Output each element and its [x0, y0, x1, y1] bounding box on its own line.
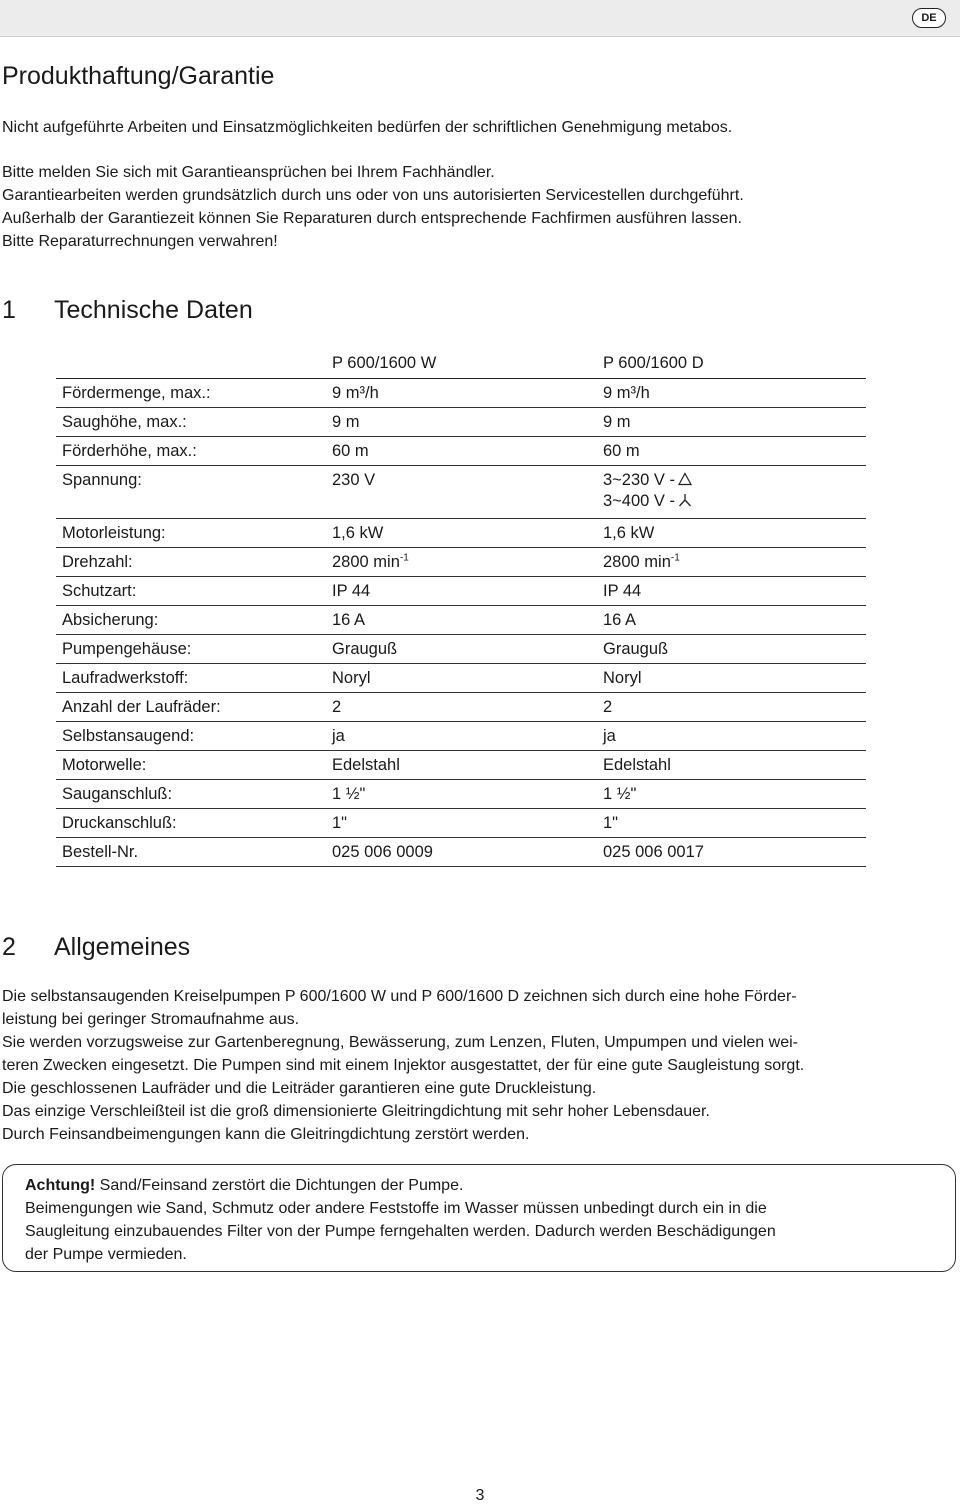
table-row [56, 379, 866, 408]
header-bar [0, 0, 960, 37]
row-label: Pumpengehäuse: [56, 635, 326, 664]
table-row [56, 693, 866, 722]
general-line: Die geschlossenen Laufräder und die Leiträder garantieren eine gute Druckleistung. [2, 1080, 597, 1097]
row-label: Bestell-Nr. [56, 838, 326, 867]
value-d: 1" [597, 809, 866, 838]
star-connection-icon [678, 493, 692, 507]
value-w: ja [326, 722, 597, 751]
value-w: 9 m [326, 408, 597, 437]
value-d: Grauguß [597, 635, 866, 664]
row-label: Motorwelle: [56, 751, 326, 780]
warranty-line: Bitte Reparaturrechnungen verwahren! [2, 233, 278, 250]
value-d: IP 44 [597, 577, 866, 606]
row-label: Saughöhe, max.: [56, 408, 326, 437]
warranty-title: Produkthaftung/Garantie [2, 62, 275, 90]
table-row [56, 838, 866, 867]
section-title: Technische Daten [54, 296, 253, 324]
table-row [56, 664, 866, 693]
value-d: 9 m [597, 408, 866, 437]
row-label: Drehzahl: [56, 548, 326, 577]
row-label: Laufradwerkstoff: [56, 664, 326, 693]
warranty-line: Bitte melden Sie sich mit Garantieansprüchen bei Ihrem Fachhändler. [2, 164, 495, 181]
warning-text [25, 1174, 935, 1266]
value-w: 60 m [326, 437, 597, 466]
value-w: 025 006 0009 [326, 838, 597, 867]
technical-data-table [56, 348, 866, 867]
table-row [56, 408, 866, 437]
value-d: 1 ½" [597, 780, 866, 809]
speed-w: 2800 min [332, 553, 400, 571]
general-line: teren Zwecken eingesetzt. Die Pumpen sind mit einem Injektor ausgestattet, der für eine gute Saugleistung sorgt. [2, 1057, 805, 1074]
general-line: Das einzige Verschleißteil ist die groß dimensionierte Gleitringdichtung mit sehr hoher Lebensdauer. [2, 1103, 710, 1120]
table-row [56, 437, 866, 466]
speed-d: 2800 min [603, 553, 671, 571]
value-w: 2 [326, 693, 597, 722]
value-w: Edelstahl [326, 751, 597, 780]
section-number: 2 [2, 933, 16, 961]
page-number: 3 [475, 1487, 485, 1504]
warning-box [2, 1164, 956, 1272]
table-header-row [56, 348, 866, 379]
warning-label: Achtung! [25, 1177, 96, 1194]
value-w: 9 m³/h [326, 379, 597, 408]
value-w [326, 548, 597, 577]
row-label: Fördermenge, max.: [56, 379, 326, 408]
general-line: leistung bei geringer Stromaufnahme aus. [2, 1011, 300, 1028]
table-row [56, 809, 866, 838]
table-row [56, 606, 866, 635]
delta-icon [678, 472, 692, 486]
header-empty [56, 348, 326, 379]
value-d: Edelstahl [597, 751, 866, 780]
warning-headline: Sand/Feinsand zerstört die Dichtungen der Pumpe. [95, 1177, 464, 1194]
row-label: Sauganschluß: [56, 780, 326, 809]
value-w: Noryl [326, 664, 597, 693]
value-d [597, 466, 866, 519]
row-label: Spannung: [56, 466, 326, 519]
section-title: Allgemeines [54, 933, 191, 961]
value-d: ja [597, 722, 866, 751]
general-text [2, 985, 957, 1146]
warning-line: Saugleitung einzubauendes Filter von der Pumpe ferngehalten werden. Dadurch werden Beschädigungen [25, 1223, 776, 1240]
table-row [56, 466, 866, 519]
value-d: 2 [597, 693, 866, 722]
value-w: 1" [326, 809, 597, 838]
value-d: 16 A [597, 606, 866, 635]
warranty-line: Außerhalb der Garantiezeit können Sie Reparaturen durch entsprechende Fachfirmen ausführen lassen. [2, 210, 742, 227]
table-row [56, 722, 866, 751]
warranty-text [2, 161, 932, 253]
row-label: Förderhöhe, max.: [56, 437, 326, 466]
general-line: Durch Feinsandbeimengungen kann die Gleitringdichtung zerstört werden. [2, 1126, 530, 1143]
value-w: 16 A [326, 606, 597, 635]
speed-exponent: -1 [399, 552, 409, 564]
value-d: 60 m [597, 437, 866, 466]
language-badge: DE [912, 8, 946, 28]
voltage-delta: 3~230 V - [603, 471, 676, 489]
column-header-w: P 600/1600 W [326, 348, 597, 379]
row-label: Selbstansaugend: [56, 722, 326, 751]
section-technical-heading [2, 296, 253, 325]
row-label: Schutzart: [56, 577, 326, 606]
section-number: 1 [2, 296, 16, 324]
warning-line: Beimengungen wie Sand, Schmutz oder andere Feststoffe im Wasser müssen unbedingt durch ein in die [25, 1200, 767, 1217]
value-w: Grauguß [326, 635, 597, 664]
row-label: Absicherung: [56, 606, 326, 635]
table-row [56, 780, 866, 809]
value-d [597, 548, 866, 577]
general-line: Die selbstansaugenden Kreiselpumpen P 600/1600 W und P 600/1600 D zeichnen sich durch eine hohe Förder- [2, 988, 797, 1005]
warranty-intro: Nicht aufgeführte Arbeiten und Einsatzmöglichkeiten bedürfen der schriftlichen Genehmigung metabos. [2, 119, 733, 136]
value-d: 1,6 kW [597, 519, 866, 548]
warranty-line: Garantiearbeiten werden grundsätzlich durch uns oder von uns autorisierten Servicestellen durchgeführt. [2, 187, 744, 204]
warning-line: der Pumpe vermieden. [25, 1246, 187, 1263]
row-label: Anzahl der Laufräder: [56, 693, 326, 722]
row-label: Motorleistung: [56, 519, 326, 548]
value-d: Noryl [597, 664, 866, 693]
section-general-heading [2, 933, 190, 962]
value-d: 9 m³/h [597, 379, 866, 408]
table-row [56, 519, 866, 548]
value-w: 1,6 kW [326, 519, 597, 548]
table-row [56, 577, 866, 606]
value-w: 1 ½" [326, 780, 597, 809]
value-w: IP 44 [326, 577, 597, 606]
speed-exponent: -1 [670, 552, 680, 564]
column-header-d: P 600/1600 D [597, 348, 866, 379]
value-d: 025 006 0017 [597, 838, 866, 867]
voltage-star: 3~400 V - [603, 492, 676, 510]
table-row [56, 548, 866, 577]
row-label: Druckanschluß: [56, 809, 326, 838]
table-row [56, 751, 866, 780]
value-w: 230 V [326, 466, 597, 519]
table-row [56, 635, 866, 664]
general-line: Sie werden vorzugsweise zur Gartenberegnung, Bewässerung, zum Lenzen, Fluten, Umpumpen und vielen wei- [2, 1034, 798, 1051]
